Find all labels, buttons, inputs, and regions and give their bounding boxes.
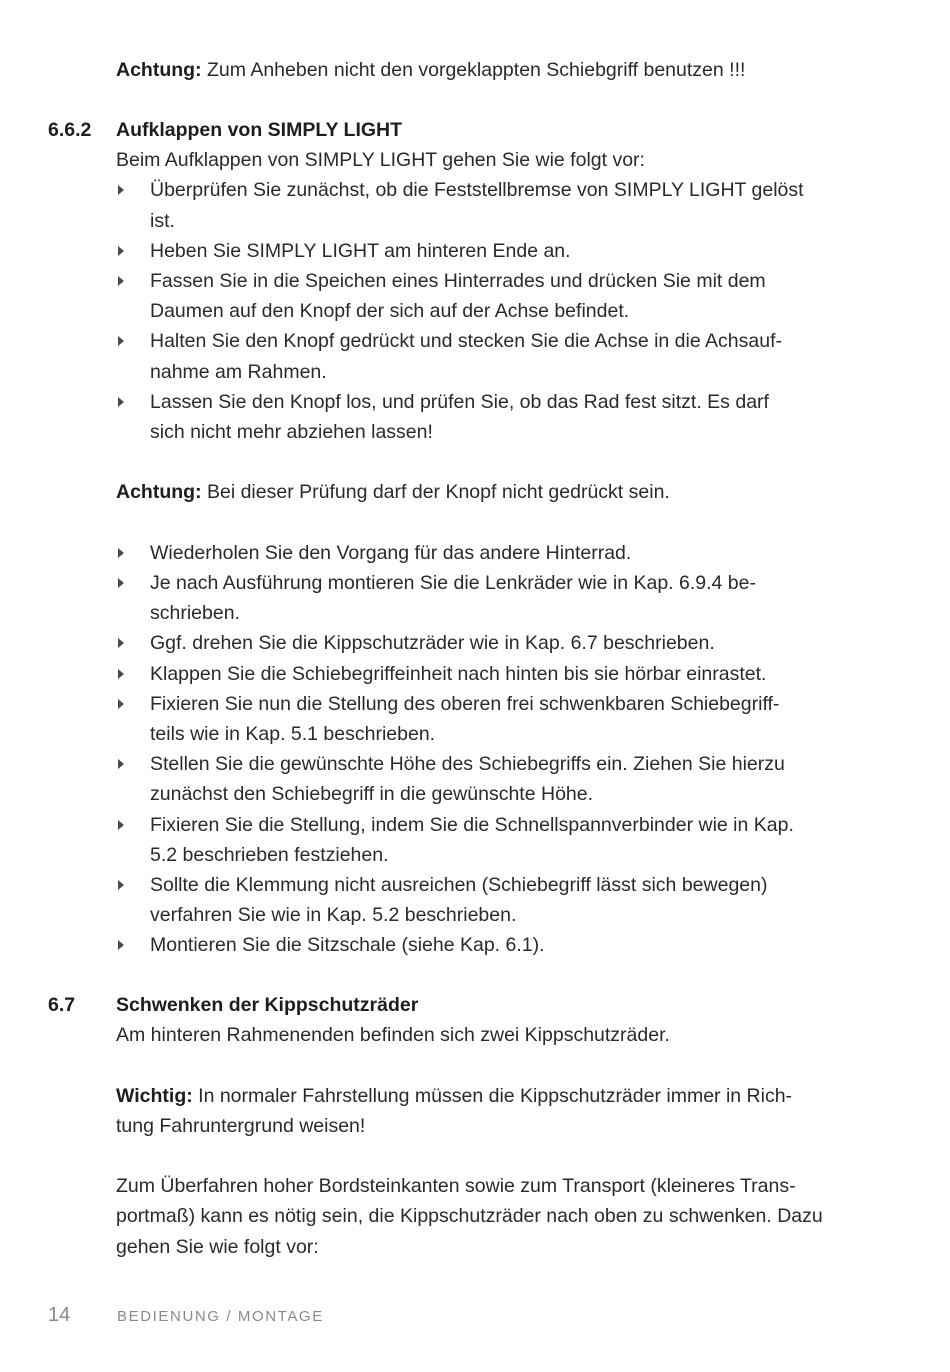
list-item-text: Klappen Sie die Schiebegriffeinheit nach hinten bis sie hörbar einrastet.	[150, 662, 767, 685]
important-text-cont: tung Fahruntergrund weisen!	[116, 1114, 366, 1137]
warning-label: Achtung:	[116, 481, 202, 504]
list-item	[116, 628, 876, 658]
list-item	[116, 810, 876, 870]
list-item-text: ist.	[150, 209, 175, 232]
bullet-arrow-icon	[118, 699, 124, 709]
list-item-text: Stellen Sie die gewünschte Höhe des Schiebegriffs ein. Ziehen Sie hierzu	[150, 753, 785, 776]
bullet-arrow-icon	[118, 880, 124, 890]
section-6-7	[116, 990, 876, 1262]
list-item-text: Fixieren Sie nun die Stellung des oberen frei schwenkbaren Schiebegriff-	[150, 692, 780, 715]
instruction-list	[116, 538, 876, 961]
paragraph-line: portmaß) kann es nötig sein, die Kippschutzräder nach oben zu schwenken. Dazu	[116, 1205, 823, 1228]
list-item-text: Lassen Sie den Knopf los, und prüfen Sie, ob das Rad fest sitzt. Es darf	[150, 390, 769, 413]
list-item-text: Daumen auf den Knopf der sich auf der Achse befindet.	[150, 300, 630, 323]
page-number: 14	[48, 1304, 71, 1326]
bullet-arrow-icon	[118, 276, 124, 286]
bullet-arrow-icon	[118, 397, 124, 407]
bullet-arrow-icon	[118, 336, 124, 346]
section-intro: Beim Aufklappen von SIMPLY LIGHT gehen Sie wie folgt vor:	[116, 149, 645, 172]
list-item-text: verfahren Sie wie in Kap. 5.2 beschrieben.	[150, 904, 517, 927]
bullet-arrow-icon	[118, 246, 124, 256]
section-title: Aufklappen von SIMPLY LIGHT	[116, 119, 403, 141]
list-item-text: nahme am Rahmen.	[150, 360, 327, 383]
section-title: Schwenken der Kippschutzräder	[116, 994, 419, 1016]
list-item-text: 5.2 beschrieben festziehen.	[150, 843, 389, 866]
list-item-text: teils wie in Kap. 5.1 beschrieben.	[150, 723, 436, 746]
list-item-text: sich nicht mehr abziehen lassen!	[150, 421, 433, 444]
section-intro: Am hinteren Rahmenenden befinden sich zwei Kippschutzräder.	[116, 1024, 670, 1047]
list-item-text: Je nach Ausführung montieren Sie die Lenkräder wie in Kap. 6.9.4 be-	[150, 572, 756, 595]
section-number: 6.6.2	[48, 119, 92, 141]
footer-section-label: BEDIENUNG / MONTAGE	[117, 1308, 324, 1325]
bullet-arrow-icon	[118, 638, 124, 648]
list-item-text: Sollte die Klemmung nicht ausreichen (Schiebegriff lässt sich bewegen)	[150, 874, 768, 897]
list-item-text: Wiederholen Sie den Vorgang für das andere Hinterrad.	[150, 541, 632, 564]
list-item	[116, 659, 876, 689]
list-item-text: schrieben.	[150, 602, 240, 625]
bullet-arrow-icon	[118, 759, 124, 769]
bullet-arrow-icon	[118, 548, 124, 558]
list-item-text: Überprüfen Sie zunächst, ob die Feststellbremse von SIMPLY LIGHT gelöst	[150, 179, 804, 202]
list-item-text: Halten Sie den Knopf gedrückt und stecken Sie die Achse in die Achsauf-	[150, 330, 782, 353]
bullet-arrow-icon	[118, 185, 124, 195]
important-label: Wichtig:	[116, 1084, 193, 1107]
list-item-text: Fixieren Sie die Stellung, indem Sie die Schnellspannverbinder wie in Kap.	[150, 813, 794, 836]
instruction-list	[116, 175, 876, 447]
section-number: 6.7	[48, 994, 76, 1016]
list-item	[116, 538, 876, 568]
list-item	[116, 326, 876, 386]
list-item-text: Ggf. drehen Sie die Kippschutzräder wie in Kap. 6.7 beschrieben.	[150, 632, 715, 655]
list-item	[116, 387, 876, 447]
important-text: In normaler Fahrstellung müssen die Kippschutzräder immer in Rich-	[192, 1084, 793, 1107]
warning-label: Achtung:	[116, 59, 202, 81]
list-item	[116, 930, 876, 960]
bullet-arrow-icon	[118, 820, 124, 830]
paragraph-line: Zum Überfahren hoher Bordsteinkanten sowie zum Transport (kleineres Trans-	[116, 1175, 796, 1198]
top-warning	[116, 55, 876, 85]
bullet-arrow-icon	[118, 578, 124, 588]
list-item-text: Montieren Sie die Sitzschale (siehe Kap. 6.1).	[150, 934, 545, 957]
list-item-text: Fassen Sie in die Speichen eines Hinterrades und drücken Sie mit dem	[150, 270, 766, 293]
bullet-arrow-icon	[118, 669, 124, 679]
list-item	[116, 266, 876, 326]
list-item	[116, 236, 876, 266]
list-item-text: zunächst den Schiebegriff in die gewünschte Höhe.	[150, 783, 594, 806]
warning-text: Bei dieser Prüfung darf der Knopf nicht gedrückt sein.	[201, 481, 670, 504]
warning-text: Zum Anheben nicht den vorgeklappten Schiebgriff benutzen !!!	[201, 59, 746, 81]
paragraph-line: gehen Sie wie folgt vor:	[116, 1235, 319, 1258]
list-item	[116, 870, 876, 930]
list-item	[116, 749, 876, 809]
list-item-text: Heben Sie SIMPLY LIGHT am hinteren Ende an.	[150, 239, 571, 262]
list-item	[116, 689, 876, 749]
section-6-6-2	[116, 115, 876, 961]
bullet-arrow-icon	[118, 940, 124, 950]
list-item	[116, 568, 876, 628]
list-item	[116, 175, 876, 235]
